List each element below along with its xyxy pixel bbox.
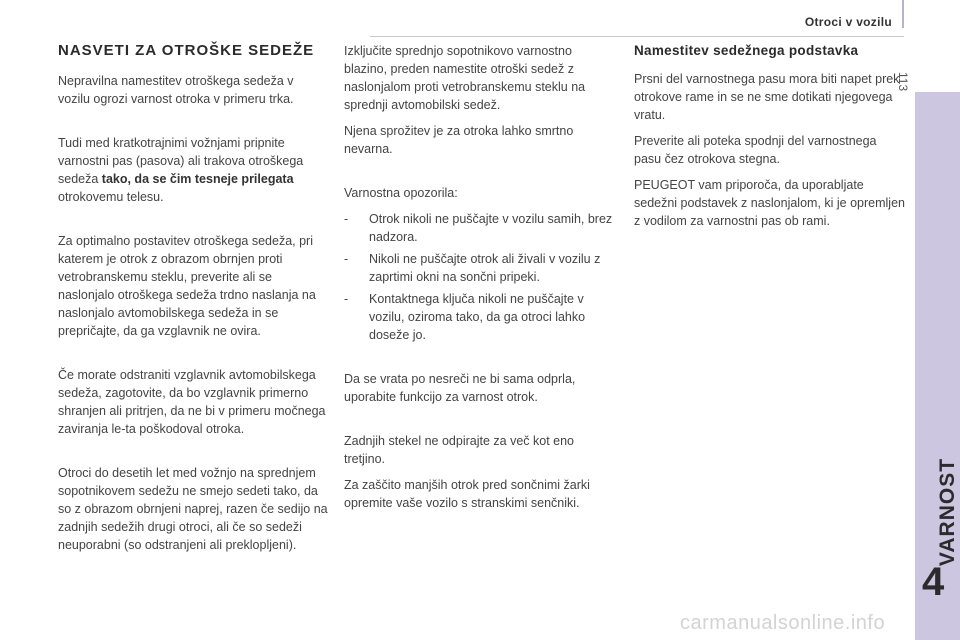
paragraph: Nepravilna namestitev otroškega sedeža v vozilu ogrozi varnost otroka v primeru trka. <box>58 74 294 106</box>
paragraph: Otroci do desetih let med vožnjo na sprednjem sopotnikovem sedežu ne smejo sedeti tako, da so z obrazom obrnjeni naprej, razen če sedijo na zadnjih sedežih drugi otroci, ali če so sedeži neuporabni (so odstranjeni ali preklopljeni). <box>58 466 328 552</box>
header-rule <box>370 36 904 37</box>
warning-text: Kontaktnega ključa nikoli ne puščajte v vozilu, oziroma tako, da ga otroci lahko doseže jo. <box>369 292 586 342</box>
warnings-list <box>344 210 616 344</box>
paragraph-bold-text: tako, da se čim tesneje prilegata <box>101 172 294 186</box>
list-dash: - <box>344 252 349 266</box>
main-heading: NASVETI ZA OTROŠKE SEDEŽE <box>58 42 315 59</box>
section-title: Otroci v vozilu <box>804 15 892 29</box>
column-right <box>634 42 906 238</box>
warning-text: Otrok nikoli ne puščajte v vozilu samih, brez nadzora. <box>369 212 613 244</box>
paragraph-text: Tudi med kratkotrajnimi vožnjami pripnite varnostni pas (pasova) ali trakova otroškega sedeža <box>58 136 304 186</box>
chapter-label-text: VARNOST <box>936 457 960 567</box>
column-middle <box>344 42 616 520</box>
chapter-label <box>916 457 960 567</box>
paragraph: Preverite ali poteka spodnji del varnostnega pasu čez otrokova stegna. <box>634 134 877 166</box>
paragraph: Izključite sprednjo sopotnikovo varnostno blazino, preden namestite otroški sedež z naslonjalom proti vetrobranskemu steklu na sprednji avtomobilski sedež. <box>344 44 586 112</box>
sub-heading: Namestitev sedežnega podstavka <box>634 43 859 58</box>
watermark: carmanualsonline.info <box>680 612 886 634</box>
paragraph-text: otrokovemu telesu. <box>58 190 164 204</box>
list-dash: - <box>344 212 349 226</box>
warning-text: Nikoli ne puščajte otrok ali živali v vozilu z zaprtimi okni na sončni pripeki. <box>369 252 601 284</box>
paragraph: Za optimalno postavitev otroškega sedeža, pri katerem je otrok z obrazom obrnjen proti vetrobranskemu steklu, preverite ali se naslonjalo otroškega sedeža trdno naslanja na naslonjalo avtomobilskega sedeža in se prepričajte, da ga vzglavnik ne ovira. <box>58 234 316 338</box>
page-number: 113 <box>896 72 910 92</box>
chapter-number: 4 <box>922 560 945 604</box>
paragraph: PEUGEOT vam priporoča, da uporabljate sedežni podstavek z naslonjalom, ki je opremljen z vodilom za varnostni pas ob rami. <box>634 178 905 228</box>
warning-item <box>344 250 616 286</box>
header-divider-tick <box>902 0 904 28</box>
column-left <box>58 42 328 562</box>
warnings-title: Varnostna opozorila: <box>344 186 458 200</box>
paragraph: Za zaščito manjših otrok pred sončnimi žarki opremite vaše vozilo s stranskimi senčniki. <box>344 478 590 510</box>
list-dash: - <box>344 292 349 306</box>
paragraph: Da se vrata po nesreči ne bi sama odprla, uporabite funkcijo za varnost otrok. <box>344 372 576 404</box>
warning-item <box>344 290 616 344</box>
paragraph: Prsni del varnostnega pasu mora biti napet prek otrokove rame in se ne sme dotikati njegovega vratu. <box>634 72 900 122</box>
paragraph: Njena sprožitev je za otroka lahko smrtno nevarna. <box>344 124 574 156</box>
paragraph: Zadnjih stekel ne odpirajte za več kot eno tretjino. <box>344 434 574 466</box>
paragraph-seatbelt <box>58 134 328 206</box>
paragraph: Če morate odstraniti vzglavnik avtomobilskega sedeža, zagotovite, da bo vzglavnik primerno shranjen ali pritrjen, da ne bi v primeru močnega zaviranja le-ta poškodoval otroka. <box>58 368 326 436</box>
warning-item <box>344 210 616 246</box>
